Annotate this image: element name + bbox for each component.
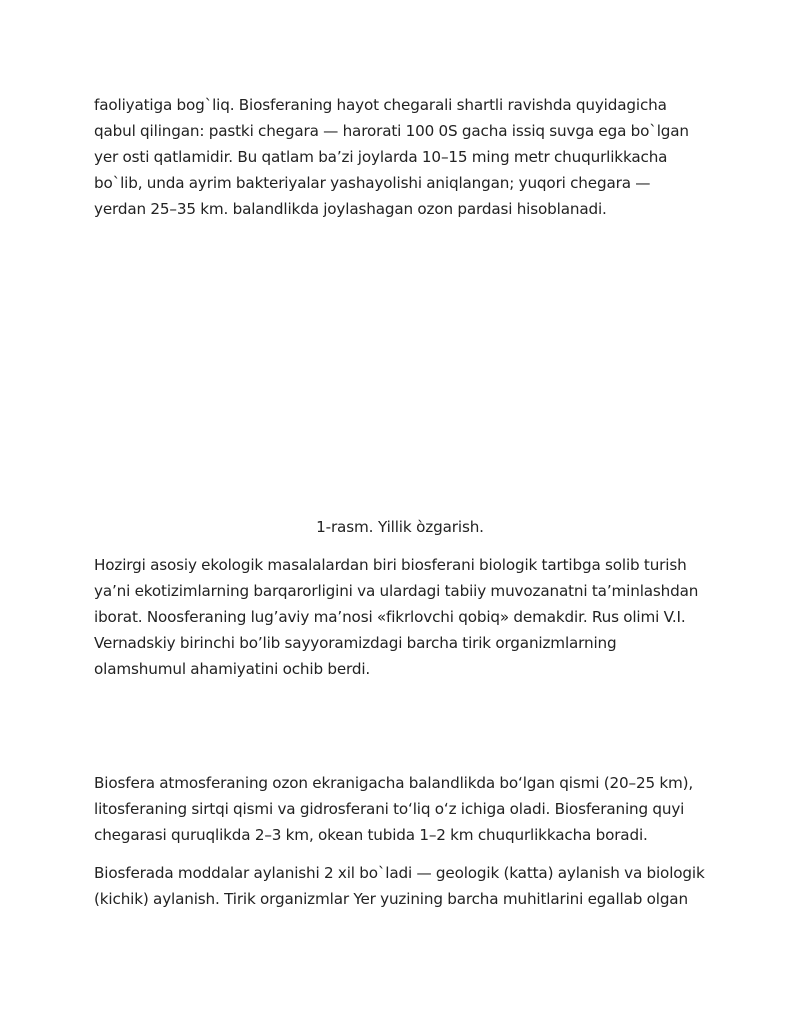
figure-caption: 1-rasm. Yillik òzgarish. bbox=[316, 518, 484, 536]
paragraph-ecological-issues: Hozirgi asosiy ekologik masalalardan biri biosferani biologik tartibga solib turish ya’ni ekotizimlarning barqarorligini va ulardagi tabiiy muvozanatni ta’minlashdan iborat. Noosferaning lug’aviy ma’nosi «fikrlovchi qobiq» demakdir. Rus olimi V.I. Vernadskiy birinchi bo’lib sayyoramizdagi barcha tirik organizmlarning olamshumul ahamiyatini ochib berdi. bbox=[94, 556, 699, 678]
paragraph-biosphere-boundaries: faoliyatiga bog`liq. Biosferaning hayot chegarali shartli ravishda quyidagicha qabul qilingan: pastki chegara — harorati 100 0S gacha issiq suvga ega bo`lgan yer osti qatlamidir. Bu qatlam ba’zi joylarda 10–15 ming metr chuqurlikkacha bo`lib, unda ayrim bakteriyalar yashayolishi aniqlangan; yuqori chegara — yerdan 25–35 km. balandlikda joylashagan ozon pardasi hisoblanadi. bbox=[94, 96, 689, 218]
paragraph-matter-cycle: Biosferada moddalar aylanishi 2 xil bo`ladi — geologik (katta) aylanish va biologik (kichik) aylanish. Tirik organizmlar Yer yuzining barcha muhitlarini egallab olgan bbox=[94, 864, 705, 908]
paragraph-biosphere-extent: Biosfera atmosferaning ozon ekranigacha balandlikda boʻlgan qismi (20–25 km), litosferaning sirtqi qismi va gidrosferani toʻliq oʻz ichiga oladi. Biosferaning quyi chegarasi quruqlikda 2–3 km, okean tubida 1–2 km chuqurlikkacha boradi. bbox=[94, 774, 694, 844]
figure-placeholder bbox=[94, 225, 706, 505]
